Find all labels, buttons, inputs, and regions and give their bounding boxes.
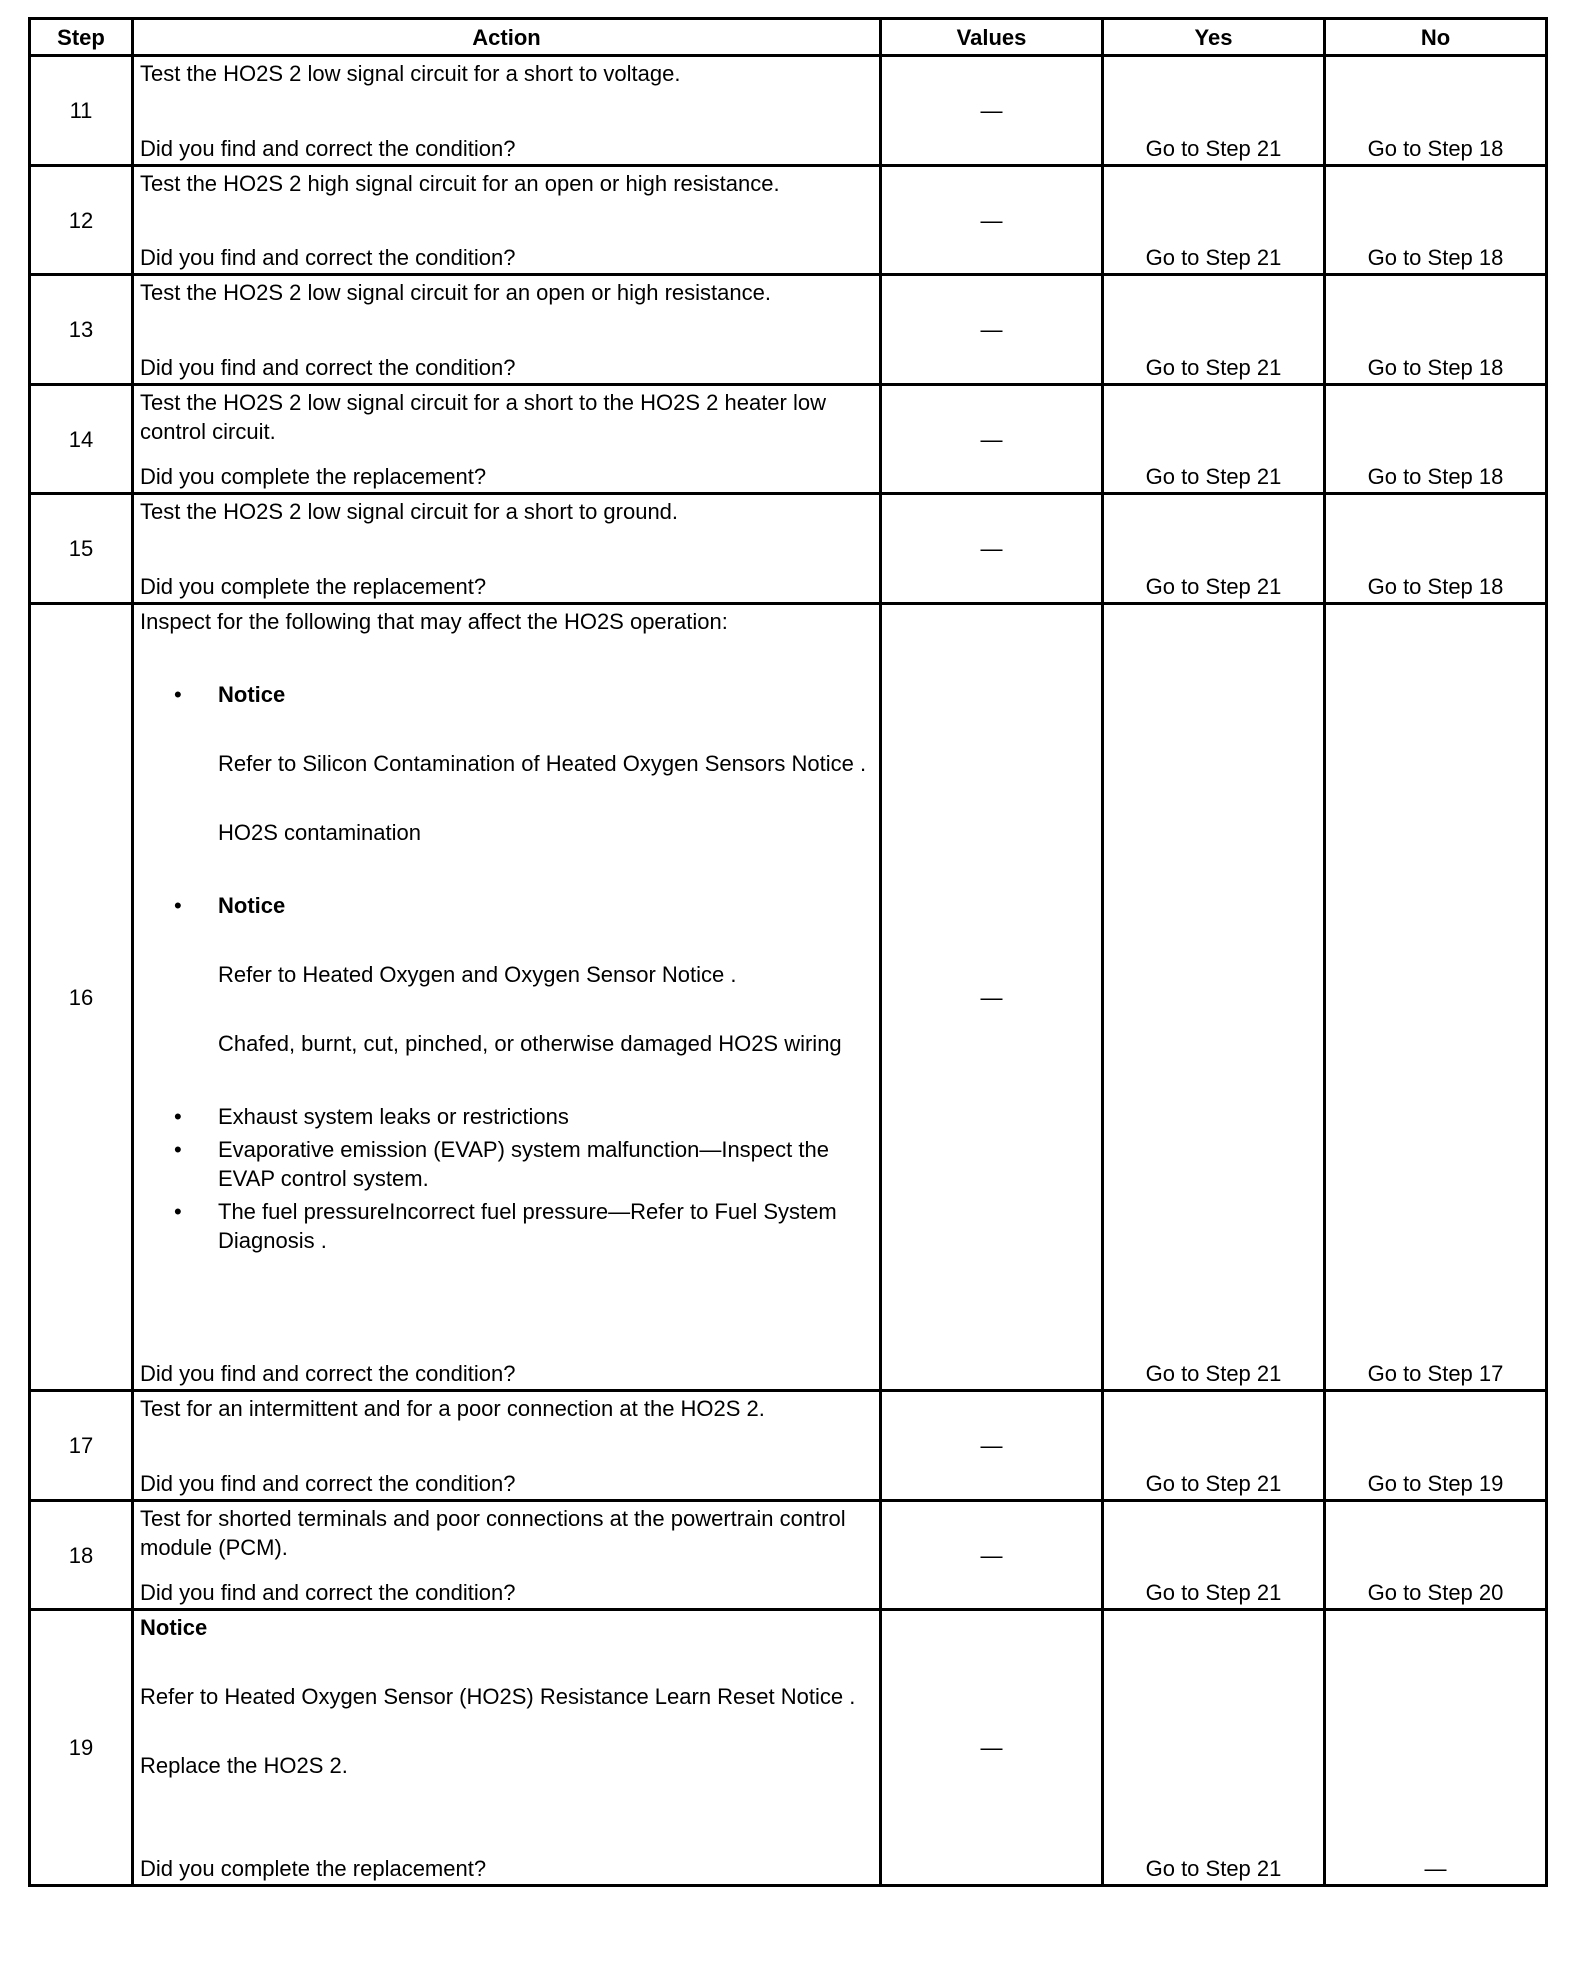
action-cell <box>133 385 881 494</box>
bullet-text: The fuel pressureIncorrect fuel pressure—Refer to Fuel System Diagnosis . <box>218 1199 837 1253</box>
values-cell: — <box>881 56 1103 166</box>
step-number: 18 <box>30 1501 133 1610</box>
yes-cell: Go to Step 21 <box>1103 385 1325 494</box>
action-text: Test for shorted terminals and poor connections at the powertrain control module (PCM). <box>140 1506 846 1560</box>
action-text: Test for an intermittent and for a poor connection at the HO2S 2. <box>140 1396 765 1421</box>
step-number: 13 <box>30 275 133 385</box>
notice-text: Refer to Silicon Contamination of Heated Oxygen Sensors Notice . <box>218 751 867 776</box>
yes-cell: Go to Step 21 <box>1103 1391 1325 1501</box>
question-text: Did you complete the replacement? <box>140 1856 487 1881</box>
action-text: Test the HO2S 2 low signal circuit for a short to the HO2S 2 heater low control circuit. <box>140 390 826 444</box>
item-detail: HO2S contamination <box>218 820 421 845</box>
yes-cell: Go to Step 21 <box>1103 1610 1325 1886</box>
table-row <box>30 385 1547 494</box>
action-cell <box>133 275 881 385</box>
bullet-item <box>140 680 873 709</box>
action-text: Test the HO2S 2 high signal circuit for an open or high resistance. <box>140 171 780 196</box>
no-cell: Go to Step 18 <box>1325 275 1547 385</box>
step-number: 17 <box>30 1391 133 1501</box>
action-cell <box>133 1391 881 1501</box>
no-cell: Go to Step 18 <box>1325 494 1547 604</box>
table-row <box>30 1610 1547 1886</box>
values-cell: — <box>881 275 1103 385</box>
table-row <box>30 494 1547 604</box>
header-yes: Yes <box>1103 19 1325 56</box>
table-row <box>30 1501 1547 1610</box>
action-text: Inspect for the following that may affect the HO2S operation: <box>140 609 728 634</box>
no-cell: Go to Step 19 <box>1325 1391 1547 1501</box>
question-text: Did you find and correct the condition? <box>140 355 516 380</box>
bullet-icon: • <box>174 893 182 918</box>
no-cell: Go to Step 18 <box>1325 166 1547 275</box>
bullet-icon: • <box>174 682 182 707</box>
values-cell: — <box>881 1391 1103 1501</box>
values-cell: — <box>881 166 1103 275</box>
table-row <box>30 166 1547 275</box>
yes-cell: Go to Step 21 <box>1103 166 1325 275</box>
bullet-item <box>140 1135 873 1193</box>
bullet-item <box>140 891 873 920</box>
item-detail: Chafed, burnt, cut, pinched, or otherwise damaged HO2S wiring <box>218 1031 842 1056</box>
action-cell <box>133 494 881 604</box>
action-cell <box>133 56 881 166</box>
header-row <box>30 19 1547 56</box>
no-cell: Go to Step 18 <box>1325 385 1547 494</box>
table-row <box>30 56 1547 166</box>
no-cell: Go to Step 17 <box>1325 604 1547 1391</box>
action-cell <box>133 1610 881 1886</box>
header-action: Action <box>133 19 881 56</box>
header-step: Step <box>30 19 133 56</box>
question-text: Did you find and correct the condition? <box>140 1361 516 1386</box>
step-number: 14 <box>30 385 133 494</box>
table-row <box>30 604 1547 1391</box>
bullet-item <box>140 1197 873 1255</box>
notice-text: Refer to Heated Oxygen Sensor (HO2S) Resistance Learn Reset Notice . <box>140 1684 856 1709</box>
values-cell: — <box>881 385 1103 494</box>
no-cell: — <box>1325 1610 1547 1886</box>
action-text: Test the HO2S 2 low signal circuit for a short to voltage. <box>140 61 681 86</box>
table-row <box>30 1391 1547 1501</box>
notice-label: Notice <box>140 1615 208 1640</box>
question-text: Did you complete the replacement? <box>140 464 487 489</box>
values-cell: — <box>881 1501 1103 1610</box>
bullet-item <box>140 1102 873 1131</box>
action-text: Test the HO2S 2 low signal circuit for a short to ground. <box>140 499 679 524</box>
yes-cell: Go to Step 21 <box>1103 275 1325 385</box>
action-cell <box>133 1501 881 1610</box>
question-text: Did you find and correct the condition? <box>140 245 516 270</box>
step-number: 12 <box>30 166 133 275</box>
yes-cell: Go to Step 21 <box>1103 1501 1325 1610</box>
action-text: Test the HO2S 2 low signal circuit for an open or high resistance. <box>140 280 771 305</box>
header-values: Values <box>881 19 1103 56</box>
bullet-text: Evaporative emission (EVAP) system malfunction—Inspect the EVAP control system. <box>218 1137 829 1191</box>
values-cell: — <box>881 494 1103 604</box>
bullet-icon: • <box>174 1104 182 1129</box>
bullet-icon: • <box>174 1199 182 1224</box>
question-text: Did you find and correct the condition? <box>140 136 516 161</box>
values-cell: — <box>881 1610 1103 1886</box>
action-cell <box>133 166 881 275</box>
bullet-text: Exhaust system leaks or restrictions <box>218 1104 569 1129</box>
notice-label: Notice <box>218 893 286 918</box>
question-text: Did you complete the replacement? <box>140 574 487 599</box>
yes-cell: Go to Step 21 <box>1103 604 1325 1391</box>
question-text: Did you find and correct the condition? <box>140 1471 516 1496</box>
yes-cell: Go to Step 21 <box>1103 56 1325 166</box>
header-no: No <box>1325 19 1547 56</box>
question-text: Did you find and correct the condition? <box>140 1580 516 1605</box>
notice-label: Notice <box>218 682 286 707</box>
diagnostic-table <box>28 17 1548 1887</box>
table-row <box>30 275 1547 385</box>
action-cell <box>133 604 881 1391</box>
step-number: 19 <box>30 1610 133 1886</box>
no-cell: Go to Step 20 <box>1325 1501 1547 1610</box>
notice-text: Refer to Heated Oxygen and Oxygen Sensor Notice . <box>218 962 737 987</box>
values-cell: — <box>881 604 1103 1391</box>
no-cell: Go to Step 18 <box>1325 56 1547 166</box>
step-number: 11 <box>30 56 133 166</box>
action-text: Replace the HO2S 2. <box>140 1753 348 1778</box>
bullet-icon: • <box>174 1137 182 1162</box>
step-number: 16 <box>30 604 133 1391</box>
step-number: 15 <box>30 494 133 604</box>
yes-cell: Go to Step 21 <box>1103 494 1325 604</box>
